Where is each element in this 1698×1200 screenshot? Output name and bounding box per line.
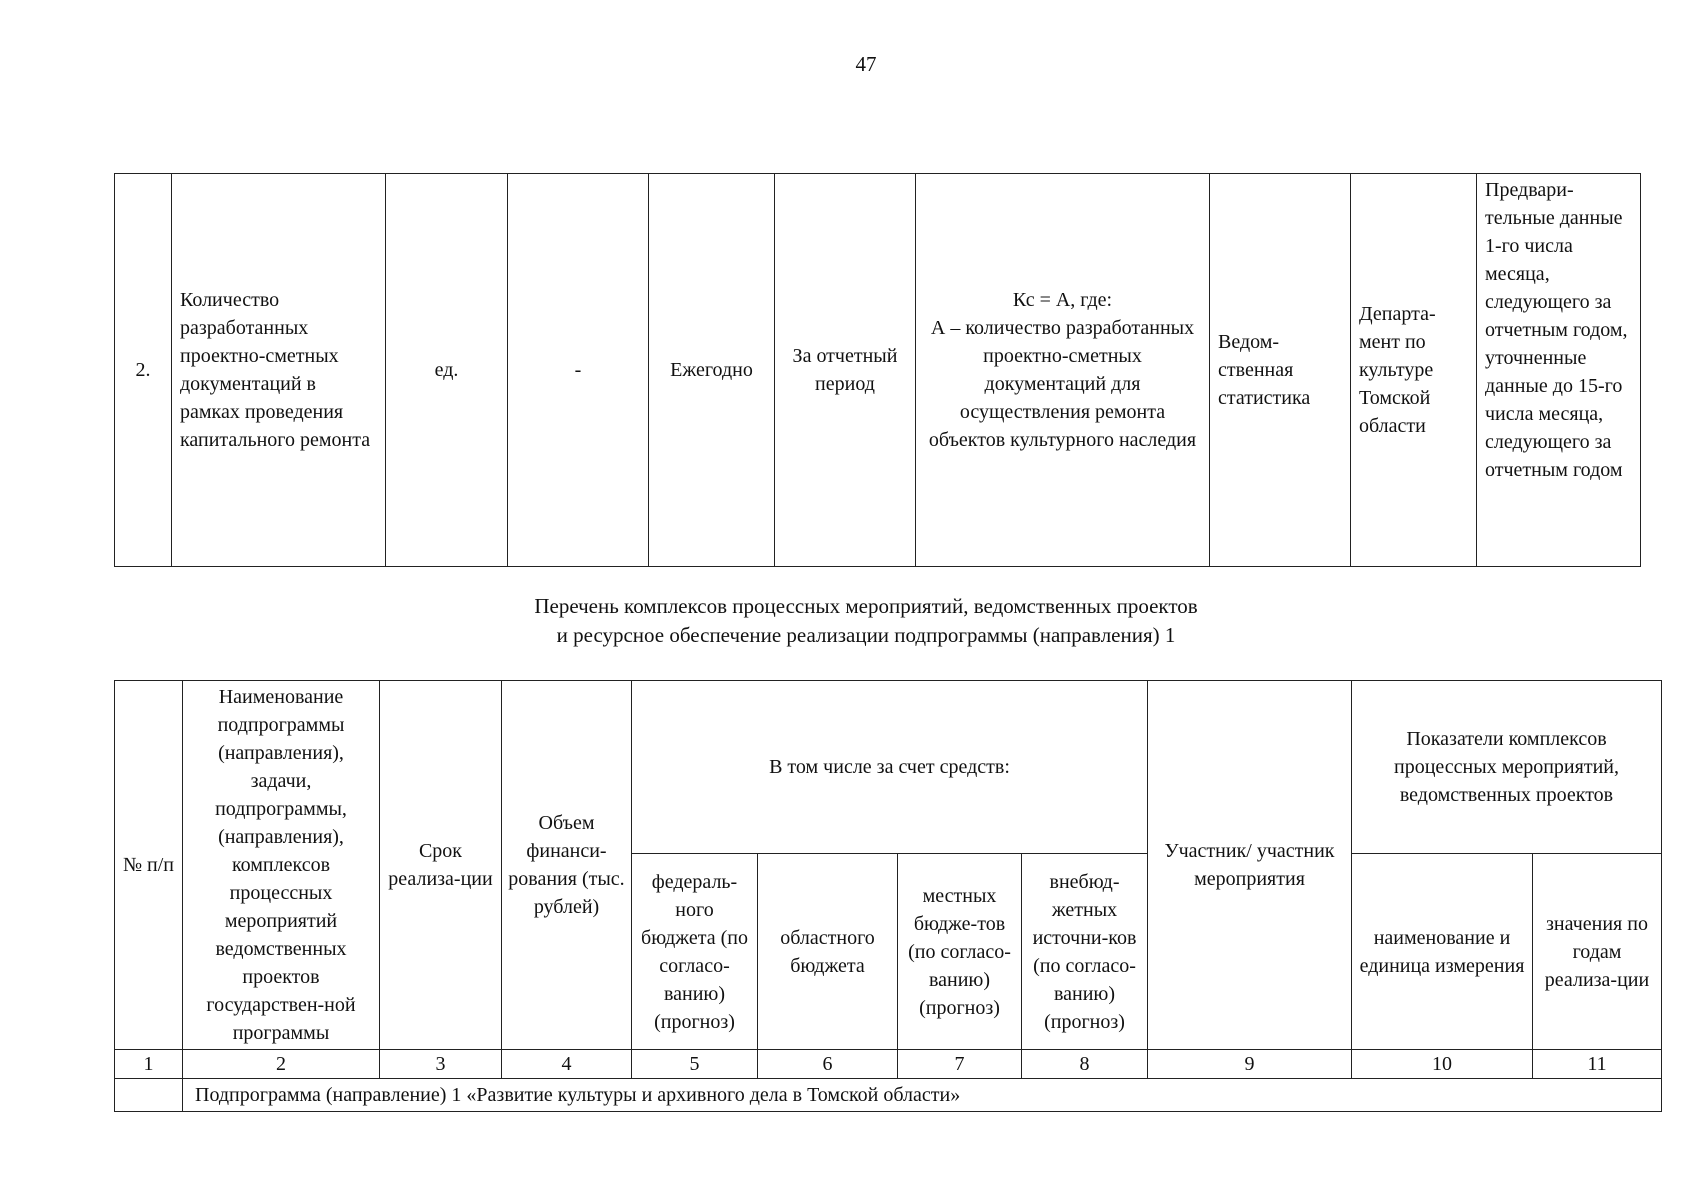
subprogram-title: Подпрограмма (направление) 1 «Развитие культуры и архивного дела в Томской области» (183, 1079, 1662, 1112)
header-row-1 (115, 681, 1662, 854)
indicator-row (115, 174, 1641, 567)
section-title-line-1: Перечень комплексов процессных мероприятий, ведомственных проектов (534, 594, 1198, 618)
frequency-cell: Ежегодно (649, 174, 775, 567)
indicator-name: Количество разработанных проектно-сметных документаций в рамках проведения капитального ремонта (172, 174, 386, 567)
subprogram-number-cell (115, 1079, 183, 1112)
section-title-line-2: и ресурсное обеспечение реализации подпрограммы (направления) 1 (556, 623, 1176, 647)
header-indicator-name: наименование и единица измерения (1352, 854, 1533, 1050)
column-number: 5 (632, 1050, 758, 1079)
header-number: № п/п (115, 681, 183, 1050)
deadline-cell: Предвари-тельные данные 1-го числа месяца, следующего за отчетным годом, уточненные данные до 15-го числа месяца, следующего за отчетным годом (1477, 174, 1641, 567)
column-number: 2 (183, 1050, 380, 1079)
section-title (0, 592, 1698, 650)
column-number: 11 (1533, 1050, 1662, 1079)
column-number: 6 (758, 1050, 898, 1079)
row-number: 2. (115, 174, 172, 567)
base-value-cell: - (508, 174, 649, 567)
data-source-cell: Ведом-ственная статистика (1210, 174, 1351, 567)
unit-cell: ед. (386, 174, 508, 567)
header-federal-budget: федераль-ного бюджета (по согласо-ванию) (прогноз) (632, 854, 758, 1050)
indicator-table (114, 173, 1641, 567)
header-indicator-values: значения по годам реализа-ции (1533, 854, 1662, 1050)
header-indicators: Показатели комплексов процессных мероприятий, ведомственных проектов (1352, 681, 1662, 854)
period-type-cell: За отчетный период (775, 174, 916, 567)
subprogram-row (115, 1079, 1662, 1112)
header-extra-budgetary: внебюд-жетных источни-ков (по согласо-ванию) (прогноз) (1022, 854, 1148, 1050)
column-number: 9 (1148, 1050, 1352, 1079)
header-funding-sources: В том числе за счет средств: (632, 681, 1148, 854)
column-number: 10 (1352, 1050, 1533, 1079)
column-number: 3 (380, 1050, 502, 1079)
header-volume: Объем финанси-рования (тыс. рублей) (502, 681, 632, 1050)
resource-table (114, 680, 1662, 1112)
responsible-cell: Департа-мент по культуре Томской области (1351, 174, 1477, 567)
header-local-budgets: местных бюдже-тов (по согласо-ванию) (прогноз) (898, 854, 1022, 1050)
column-number: 1 (115, 1050, 183, 1079)
header-term: Срок реализа-ции (380, 681, 502, 1050)
column-number: 8 (1022, 1050, 1148, 1079)
page-number: 47 (855, 52, 877, 76)
column-number: 7 (898, 1050, 1022, 1079)
header-regional-budget: областного бюджета (758, 854, 898, 1050)
formula-cell: Кс = А, где: А – количество разработанных проектно-сметных документаций для осуществления ремонта объектов культурного наследия (916, 174, 1210, 567)
column-number: 4 (502, 1050, 632, 1079)
column-number-row (115, 1050, 1662, 1079)
header-name: Наименование подпрограммы (направления), задачи, подпрограммы, (направления), комплексов процессных мероприятий ведомственных проектов государствен-ной программы (183, 681, 380, 1050)
header-participant: Участник/ участник мероприятия (1148, 681, 1352, 1050)
